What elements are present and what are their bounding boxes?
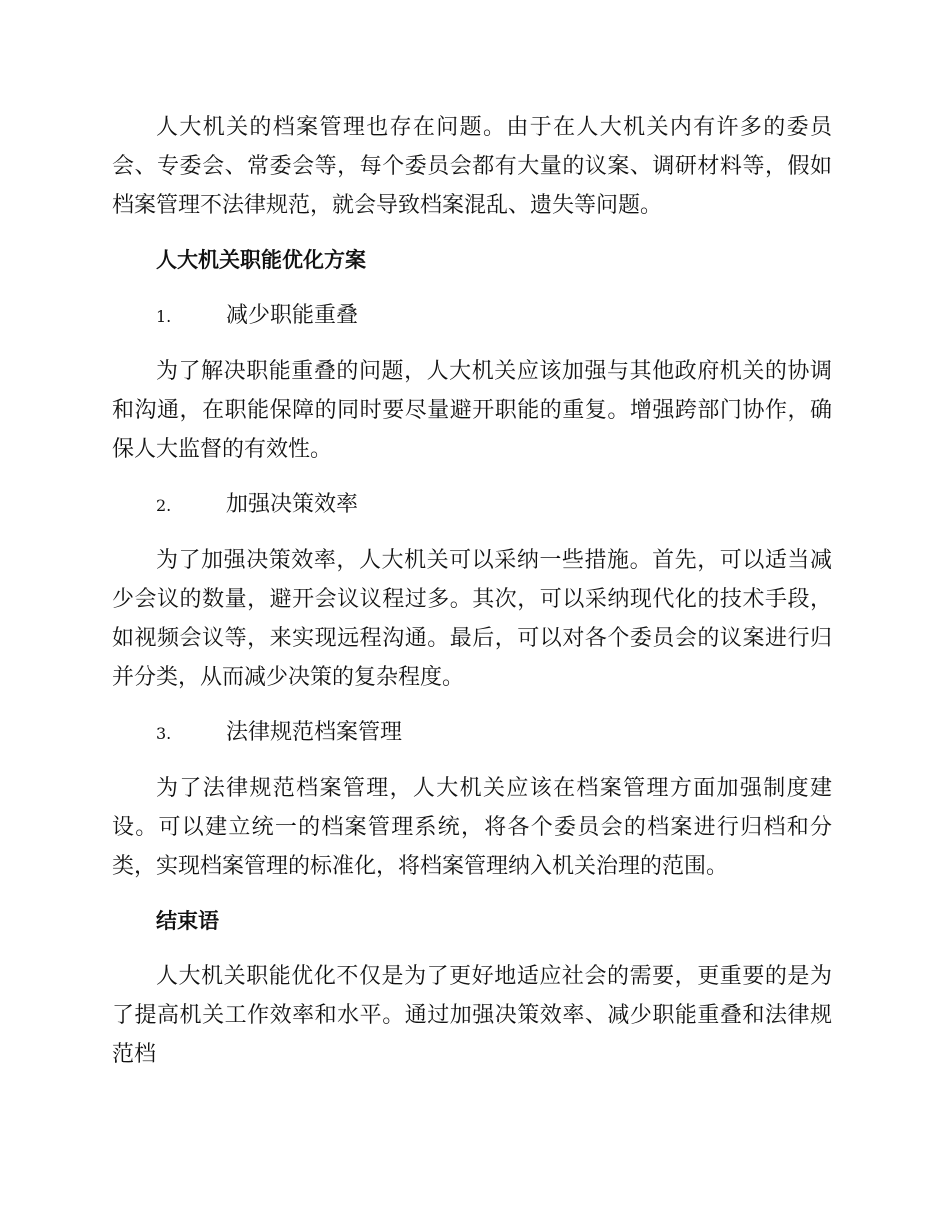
section-heading-conclusion: 结束语 [156, 909, 219, 933]
list-item-title: 减少职能重叠 [226, 303, 359, 328]
section-heading-optimization: 人大机关职能优化方案 [156, 248, 366, 272]
list-item-archive-management [112, 713, 832, 753]
list-item-number: 1. [156, 307, 172, 326]
document-page [112, 108, 832, 1090]
paragraph-conclusion: 人大机关职能优化不仅是为了更好地适应社会的需要，更重要的是为了提高机关工作效率和水平。通过加强决策效率、减少职能重叠和法律规范档 [112, 964, 832, 1067]
paragraph-archive-management: 为了法律规范档案管理，人大机关应该在档案管理方面加强制度建设。可以建立统一的档案管理系统，将各个委员会的档案进行归档和分类，实现档案管理的标准化，将档案管理纳入机关治理的范围。 [112, 776, 832, 879]
list-item-decision-efficiency [112, 485, 832, 525]
list-item-title: 法律规范档案管理 [226, 720, 403, 745]
paragraph-decision-efficiency: 为了加强决策效率，人大机关可以采纳一些措施。首先，可以适当减少会议的数量，避开会议议程过多。其次，可以采纳现代化的技术手段，如视频会议等，来实现远程沟通。最后，可以对各个委员会的议案进行归并分类，从而减少决策的复杂程度。 [112, 548, 832, 690]
list-item-number: 3. [156, 724, 172, 743]
list-item-number: 2. [156, 496, 172, 515]
paragraph-reduce-overlap: 为了解决职能重叠的问题，人大机关应该加强与其他政府机关的协调和沟通，在职能保障的同时要尽量避开职能的重复。增强跨部门协作，确保人大监督的有效性。 [112, 359, 832, 462]
list-item-reduce-overlap [112, 296, 832, 336]
list-item-title: 加强决策效率 [226, 492, 359, 517]
paragraph-archive-issue: 人大机关的档案管理也存在问题。由于在人大机关内有许多的委员会、专委会、常委会等，每个委员会都有大量的议案、调研材料等，假如档案管理不法律规范，就会导致档案混乱、遗失等问题。 [112, 115, 832, 218]
